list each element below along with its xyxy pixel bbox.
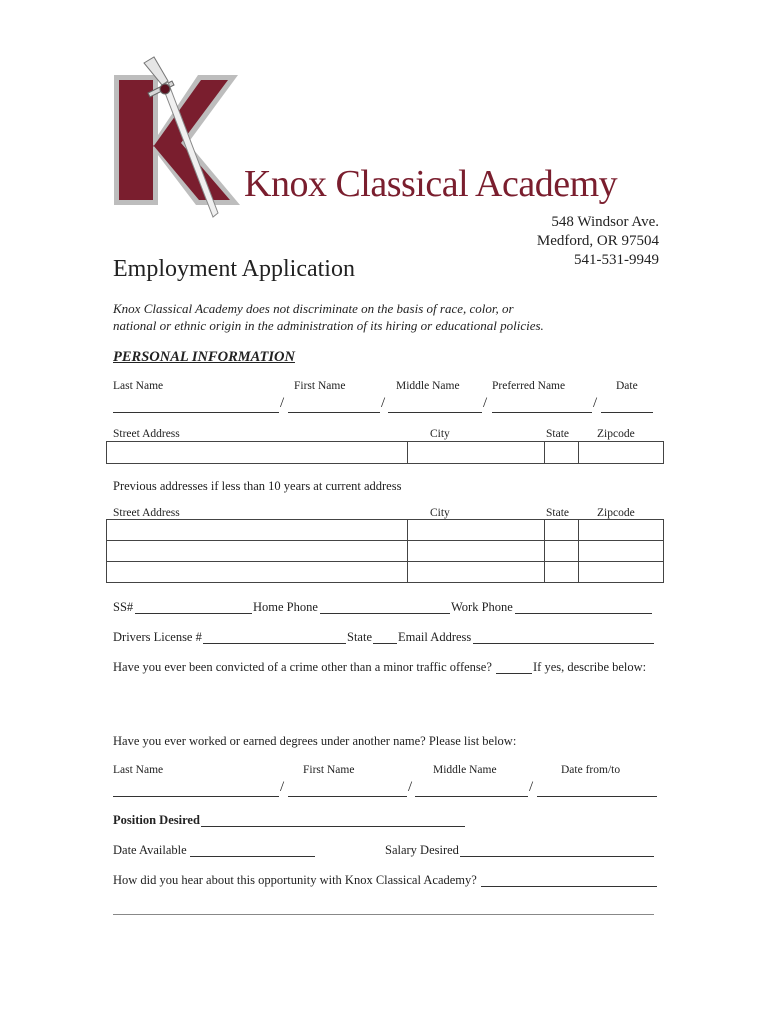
previous-address-table	[106, 519, 664, 583]
separator: /	[593, 395, 598, 411]
current-address-table	[106, 441, 664, 464]
label-state: State	[546, 507, 569, 519]
zipcode-input[interactable]	[579, 442, 664, 464]
label-home-phone: Home Phone	[253, 600, 318, 614]
prev-street-input[interactable]	[107, 562, 408, 583]
label-other-first-name: First Name	[303, 764, 355, 776]
hear-about-question: How did you hear about this opportunity with Knox Classical Academy?	[113, 873, 477, 887]
crime-answer-field[interactable]	[496, 673, 532, 674]
separator: /	[483, 395, 488, 411]
school-logo	[110, 55, 260, 225]
state-input[interactable]	[545, 442, 579, 464]
label-position-desired: Position Desired	[113, 813, 200, 827]
middle-name-field[interactable]	[388, 412, 482, 413]
label-email: Email Address	[398, 630, 472, 644]
label-first-name: First Name	[294, 380, 346, 392]
label-state: State	[546, 428, 569, 440]
email-field[interactable]	[473, 643, 654, 644]
label-city: City	[430, 428, 450, 440]
crime-question: Have you ever been convicted of a crime other than a minor traffic offense?	[113, 660, 492, 674]
crime-followup: If yes, describe below:	[533, 660, 647, 674]
date-field[interactable]	[601, 412, 653, 413]
label-drivers-license: Drivers License #	[113, 630, 202, 644]
prev-state-input[interactable]	[545, 520, 579, 541]
first-name-field[interactable]	[288, 412, 380, 413]
prev-city-input[interactable]	[408, 562, 545, 583]
prev-zip-input[interactable]	[579, 520, 664, 541]
other-middle-name-field[interactable]	[415, 796, 528, 797]
page-title: Employment Application	[113, 256, 355, 282]
other-dates-field[interactable]	[537, 796, 657, 797]
label-preferred-name: Preferred Name	[492, 380, 566, 392]
separator: /	[280, 779, 285, 795]
hear-about-field-continued[interactable]	[113, 914, 654, 915]
previous-address-prompt: Previous addresses if less than 10 years at current address	[113, 479, 402, 493]
preferred-name-field[interactable]	[492, 412, 592, 413]
label-work-phone: Work Phone	[451, 600, 513, 614]
work-phone-field[interactable]	[515, 613, 652, 614]
prev-city-input[interactable]	[408, 520, 545, 541]
home-phone-field[interactable]	[320, 613, 450, 614]
separator: /	[408, 779, 413, 795]
label-street-address: Street Address	[113, 428, 180, 440]
label-city: City	[430, 507, 450, 519]
label-other-dates: Date from/to	[561, 764, 621, 776]
other-name-question: Have you ever worked or earned degrees under another name? Please list below:	[113, 734, 517, 748]
other-last-name-field[interactable]	[113, 796, 279, 797]
date-available-field[interactable]	[190, 856, 315, 857]
section-title: PERSONAL INFORMATION	[113, 349, 295, 365]
label-zipcode: Zipcode	[597, 428, 635, 440]
label-middle-name: Middle Name	[396, 380, 460, 392]
school-address	[537, 213, 659, 270]
license-state-field[interactable]	[373, 643, 397, 644]
separator: /	[381, 395, 386, 411]
prev-street-input[interactable]	[107, 520, 408, 541]
nondiscrimination-policy: Knox Classical Academy does not discriminate on the basis of race, color, or national or ethnic origin in the administration of its hiring or educational policies.	[113, 301, 544, 333]
city-input[interactable]	[408, 442, 545, 464]
prev-zip-input[interactable]	[579, 541, 664, 562]
last-name-field[interactable]	[113, 412, 279, 413]
prev-zip-input[interactable]	[579, 562, 664, 583]
address-city: Medford, OR 97504	[536, 233, 659, 249]
label-street-address: Street Address	[113, 507, 180, 519]
prev-city-input[interactable]	[408, 541, 545, 562]
hear-about-field[interactable]	[481, 886, 657, 887]
separator: /	[529, 779, 534, 795]
label-license-state: State	[347, 630, 372, 644]
separator: /	[280, 395, 285, 411]
school-phone: 541-531-9949	[574, 252, 659, 268]
other-first-name-field[interactable]	[288, 796, 407, 797]
prev-street-input[interactable]	[107, 541, 408, 562]
label-date: Date	[616, 380, 638, 392]
ss-field[interactable]	[135, 613, 252, 614]
street-address-input[interactable]	[107, 442, 408, 464]
position-desired-field[interactable]	[201, 826, 465, 827]
label-last-name: Last Name	[113, 380, 164, 392]
salary-desired-field[interactable]	[460, 856, 654, 857]
label-other-last-name: Last Name	[113, 764, 164, 776]
prev-state-input[interactable]	[545, 541, 579, 562]
school-name: Knox Classical Academy	[244, 163, 618, 205]
label-date-available: Date Available	[113, 843, 187, 857]
label-salary-desired: Salary Desired	[385, 843, 459, 857]
label-zipcode: Zipcode	[597, 507, 635, 519]
label-ss: SS#	[113, 600, 134, 614]
drivers-license-field[interactable]	[203, 643, 346, 644]
address-street: 548 Windsor Ave.	[551, 214, 659, 230]
prev-state-input[interactable]	[545, 562, 579, 583]
label-other-middle-name: Middle Name	[433, 764, 497, 776]
